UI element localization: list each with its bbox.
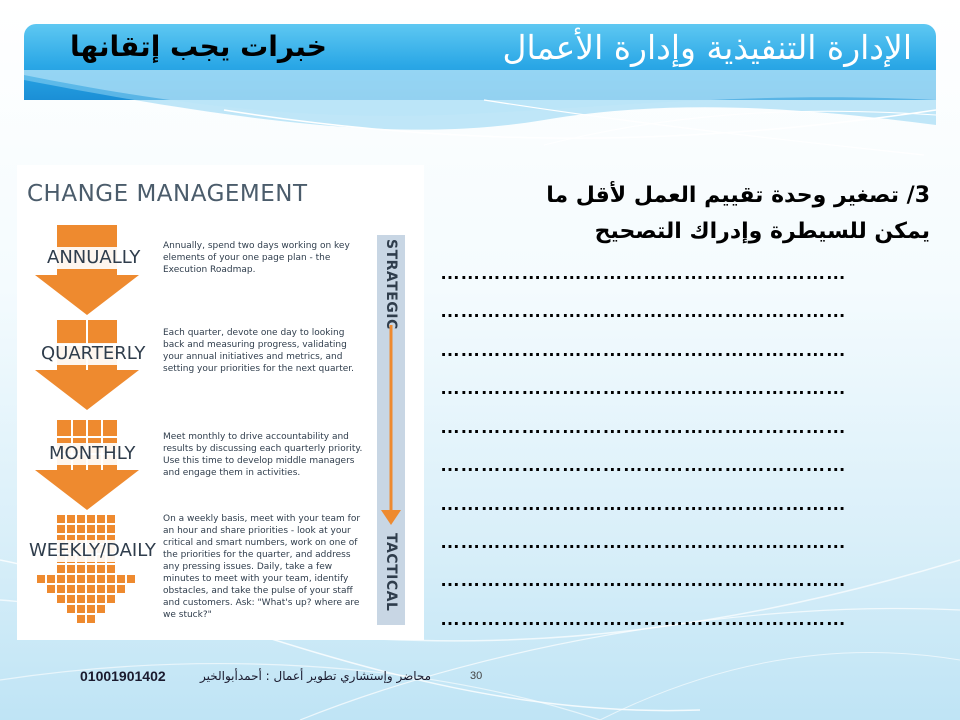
level-desc-weekly-daily: On a weekly basis, meet with your team for an hour and share priorities - look at your critical and smart numbers, work on one of the priorities for the quarter, and address any pressing issues. Daily, take a few minutes to meet with your team, identify obstacles, and take the pulse of your staff and customers. Ask: "What's up? where are we stuck?" (163, 514, 361, 620)
page-number: 30 (470, 670, 483, 682)
figure-title: CHANGE MANAGEMENT (27, 181, 308, 207)
slide-subtitle: خبرات يجب إتقانها (70, 30, 327, 63)
level-label-quarterly: QUARTERLY (41, 343, 146, 364)
blank-line: …………………………………………………… (440, 531, 846, 553)
blank-line: …………………………………………………… (440, 569, 846, 591)
blank-line: …………………………………………………… (440, 416, 846, 438)
level-desc-quarterly: Each quarter, devote one day to looking back and measuring progress, validating your annual initiatives and metrics, and setting your priorities for the next quarter. (163, 328, 354, 374)
section-heading: 3/ تصغير وحدة تقييم العمل لأقل ما يمكن للسيطرة وإدراك التصحيح (546, 183, 930, 244)
footer-credit: محاضر وإستشاري تطوير أعمال : أحمدأبوالخير (200, 669, 432, 683)
annual-arrow-shape (35, 225, 139, 315)
blank-line: …………………………………………………… (440, 454, 846, 476)
footer-phone: 01001901402 (80, 668, 166, 684)
blank-line: …………………………………………………… (440, 339, 846, 361)
weekly-grid-shape (37, 515, 135, 623)
level-label-annually: ANNUALLY (47, 247, 141, 268)
level-label-monthly: MONTHLY (49, 443, 136, 464)
change-management-figure (17, 165, 424, 640)
level-desc-annually: Annually, spend two days working on key elements of your one page plan - the Execution Roadmap. (163, 241, 350, 275)
side-label-strategic: STRATEGIC (383, 239, 399, 330)
level-label-weekly-daily: WEEKLY/DAILY (29, 540, 156, 561)
blank-line: …………………………………………………… (440, 493, 846, 515)
level-desc-monthly: Meet monthly to drive accountability and results by discussing each quarterly priority. Use this time to develop middle managers and engage them in activities. (163, 432, 363, 478)
blank-line: …………………………………………………… (440, 377, 846, 399)
blank-line: …………………………………………………… (440, 262, 846, 284)
blank-line: …………………………………………………… (440, 608, 846, 630)
side-label-tactical: TACTICAL (383, 533, 399, 612)
header-wave (24, 70, 936, 170)
slide-title: الإدارة التنفيذية وإدارة الأعمال (502, 28, 912, 67)
blank-line: …………………………………………………… (440, 300, 846, 322)
